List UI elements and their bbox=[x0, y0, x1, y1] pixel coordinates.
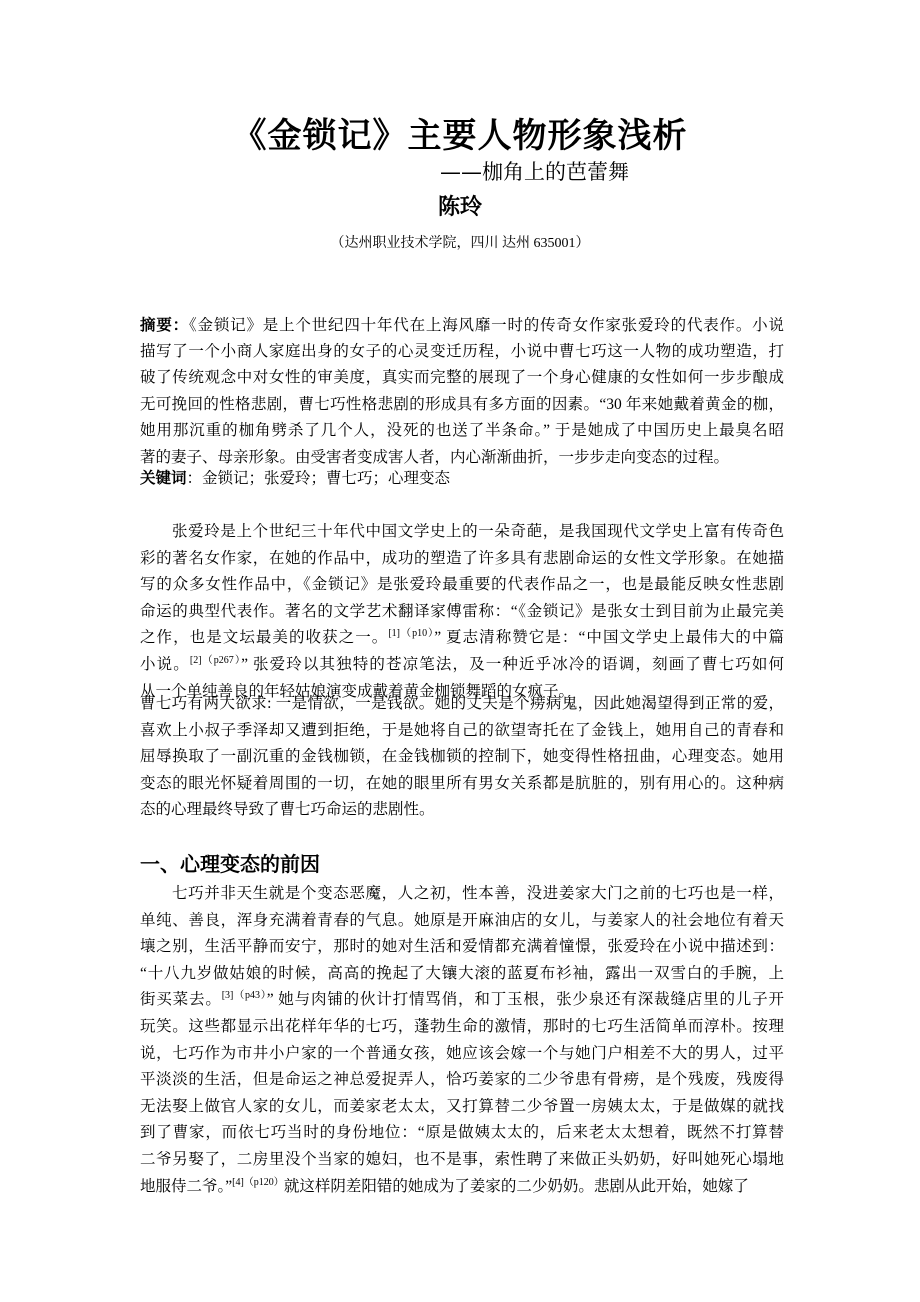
author-affiliation: （达州职业技术学院，四川 达州 635001） bbox=[330, 236, 590, 251]
text-segment: 命运的典型代表作。著名的文学艺术翻译家傅雷称：“《金锁记》是张女士到目前为止最完美 bbox=[140, 602, 784, 620]
text-segment: 七巧并非天生就是个变态恶魔，人之初，性本善，没进姜家大门之前的七巧也是一样， bbox=[172, 885, 784, 902]
citation-reference: [2]（p267） bbox=[189, 654, 242, 666]
text-line bbox=[140, 519, 784, 546]
abstract-text: 无可挽回的性格悲剧，曹七巧性格悲剧的形成具有多方面的因素。“30 年来她戴着黄金的枷， bbox=[140, 395, 784, 413]
text-line bbox=[140, 1120, 784, 1147]
text-segment: ” 她与肉铺的伙计打情骂俏，和丁玉根，张少泉还有深裁缝店里的儿子开 bbox=[266, 991, 784, 1009]
text-line bbox=[140, 625, 784, 652]
text-segment: ” 张爱玲以其独特的苍凉笔法，及一种近乎冰冷的语调，刻画了曹七巧如何 bbox=[241, 655, 784, 673]
abstract-line bbox=[140, 339, 784, 366]
keywords-text: ：金锁记；张爱玲；曹七巧；心理变态 bbox=[186, 470, 451, 487]
text-line bbox=[140, 797, 784, 824]
text-segment: 就这样阴差阳错的她成为了姜家的二少奶奶。悲剧从此开始，她嫁了 bbox=[283, 1177, 749, 1195]
abstract bbox=[140, 312, 784, 472]
text-segment: 彩的著名女作家，在她的作品中，成功的塑造了许多具有悲剧命运的女性文学形象。在她描 bbox=[140, 549, 784, 567]
abstract-text: 她用那沉重的枷角劈杀了几个人，没死的也送了半条命。” 于是她成了中国历史上最臭名昭 bbox=[140, 422, 784, 440]
text-segment: 街买菜去。 bbox=[140, 991, 222, 1009]
text-line bbox=[140, 652, 784, 679]
text-segment: 二爷另娶了，二房里没个当家的媳妇，也不是事，索性聘了来做正头奶奶，好叫她死心塌地 bbox=[140, 1150, 784, 1168]
abstract-text: 《金锁记》是上个世纪四十年代在上海风靡一时的传奇女作家张爱玲的代表作。小说 bbox=[188, 317, 784, 334]
text-segment: 无法娶上做官人家的女儿，而姜家老太太，又打算替二少爷置一房姨太太，于是做媒的就找 bbox=[140, 1097, 784, 1115]
text-segment: ” 夏志清称赞它是：“中国文学史上最伟大的中篇 bbox=[434, 629, 784, 647]
text-segment: 地服侍二爷。” bbox=[140, 1177, 233, 1195]
body-paragraph-1 bbox=[140, 519, 784, 705]
text-segment: 喜欢上小叔子季泽却又遭到拒绝，于是她将自己的欲望寄托在了金钱上，她用自己的青春和 bbox=[140, 721, 784, 739]
text-segment: 到了曹家，而依七巧当时的身份地位：“原是做姨太太的，后来老太太想着，既然不打算替 bbox=[140, 1124, 784, 1142]
text-line bbox=[140, 1041, 784, 1068]
abstract-text: 著的妻子、母亲形象。由受害者变成害人者，内心渐渐曲折，一步步走向变态的过程。 bbox=[140, 448, 730, 466]
abstract-line bbox=[140, 392, 784, 419]
text-line bbox=[140, 691, 784, 718]
text-line bbox=[140, 987, 784, 1014]
text-segment: 屈辱换取了一副沉重的金钱枷锁，在金钱枷锁的控制下，她变得性格扭曲，心理变态。她用 bbox=[140, 748, 784, 766]
text-line bbox=[140, 908, 784, 935]
text-line bbox=[140, 718, 784, 745]
text-segment: 壤之别，生活平静而安宁，那时的她对生活和爱情都充满着憧憬，张爱玲在小说中描述到： bbox=[140, 938, 784, 956]
text-line bbox=[140, 1067, 784, 1094]
text-line bbox=[140, 934, 784, 961]
abstract-label: 摘要： bbox=[140, 316, 189, 334]
text-line bbox=[140, 1174, 784, 1201]
text-line bbox=[140, 1094, 784, 1121]
keywords-label: 关键词 bbox=[140, 469, 187, 487]
text-segment: 态的心理最终导致了曹七巧命运的悲剧性。 bbox=[140, 801, 435, 819]
text-segment: 变态的眼光怀疑着周围的一切，在她的眼里所有男女关系都是肮脏的，别有用心的。这种病 bbox=[140, 774, 784, 792]
abstract-text: 破了传统观念中对女性的审美度，真实而完整的展现了一个身心健康的女性如何一步步酿成 bbox=[140, 369, 784, 387]
text-line bbox=[140, 1147, 784, 1174]
text-segment: 张爱玲是上个世纪三十年代中国文学史上的一朵奇葩，是我国现代文学史上富有传奇色 bbox=[172, 523, 784, 540]
author-name: 陈玲 bbox=[437, 195, 482, 220]
document-title: 《金锁记》主要人物形象浅析 bbox=[232, 116, 688, 156]
section-paragraph bbox=[140, 881, 784, 1200]
abstract-text: 描写了一个小商人家庭出身的女子的心灵变迁历程，小说中曹七巧这一人物的成功塑造，打 bbox=[140, 342, 784, 360]
text-line bbox=[140, 572, 784, 599]
text-segment: 写的众多女性作品中，《金锁记》是张爱玲最重要的代表作品之一，也是最能反映女性悲剧 bbox=[140, 576, 784, 594]
text-segment: 曹七巧有两大欲求: 一是情欲，一是钱欲。她的丈夫是个痨病鬼，因此她渴望得到正常的爱， bbox=[140, 695, 784, 712]
text-line bbox=[140, 771, 784, 798]
text-segment: 平淡淡的生活，但是命运之神总爱捉弄人，恰巧姜家的二少爷患有骨痨，是个残废，残废得 bbox=[140, 1071, 784, 1089]
text-segment: 小说。 bbox=[140, 655, 190, 673]
keywords bbox=[140, 465, 784, 492]
document-subtitle: ——枷角上的芭蕾舞 bbox=[440, 160, 629, 184]
abstract-line bbox=[140, 312, 784, 339]
text-line bbox=[140, 599, 784, 626]
abstract-line bbox=[140, 418, 784, 445]
citation-reference: [1]（p10） bbox=[388, 628, 435, 640]
text-line bbox=[140, 546, 784, 573]
text-segment: 单纯、善良，浑身充满着青春的气息。她原是开麻油店的女儿，与姜家人的社会地位有着天 bbox=[140, 911, 784, 929]
text-segment: 玩笑。这些都显示出花样年华的七巧，蓬勃生命的激情，那时的七巧生活简单而淳朴。按理 bbox=[140, 1017, 784, 1035]
body-paragraph-2 bbox=[140, 691, 784, 824]
citation-reference: [3]（p43） bbox=[221, 990, 267, 1002]
text-line bbox=[140, 961, 784, 988]
section-heading: 一、心理变态的前因 bbox=[140, 852, 320, 876]
text-segment: 之作，也是文坛最美的收获之一。 bbox=[140, 629, 389, 647]
text-segment: “十八九岁做姑娘的时候，高高的挽起了大镶大滚的蓝夏布衫袖，露出一双雪白的手腕，上 bbox=[140, 964, 784, 982]
text-segment: 从一个单纯善良的年轻姑娘演变成戴着黄金枷锁舞蹈的女疯子。 bbox=[140, 682, 575, 700]
text-line bbox=[140, 744, 784, 771]
text-line bbox=[140, 881, 784, 908]
text-line bbox=[140, 1014, 784, 1041]
text-segment: 说，七巧作为市井小户家的一个普通女孩，她应该会嫁一个与她门户相差不大的男人，过平 bbox=[140, 1044, 784, 1062]
citation-reference: [4]（p120） bbox=[232, 1176, 284, 1188]
abstract-line bbox=[140, 365, 784, 392]
